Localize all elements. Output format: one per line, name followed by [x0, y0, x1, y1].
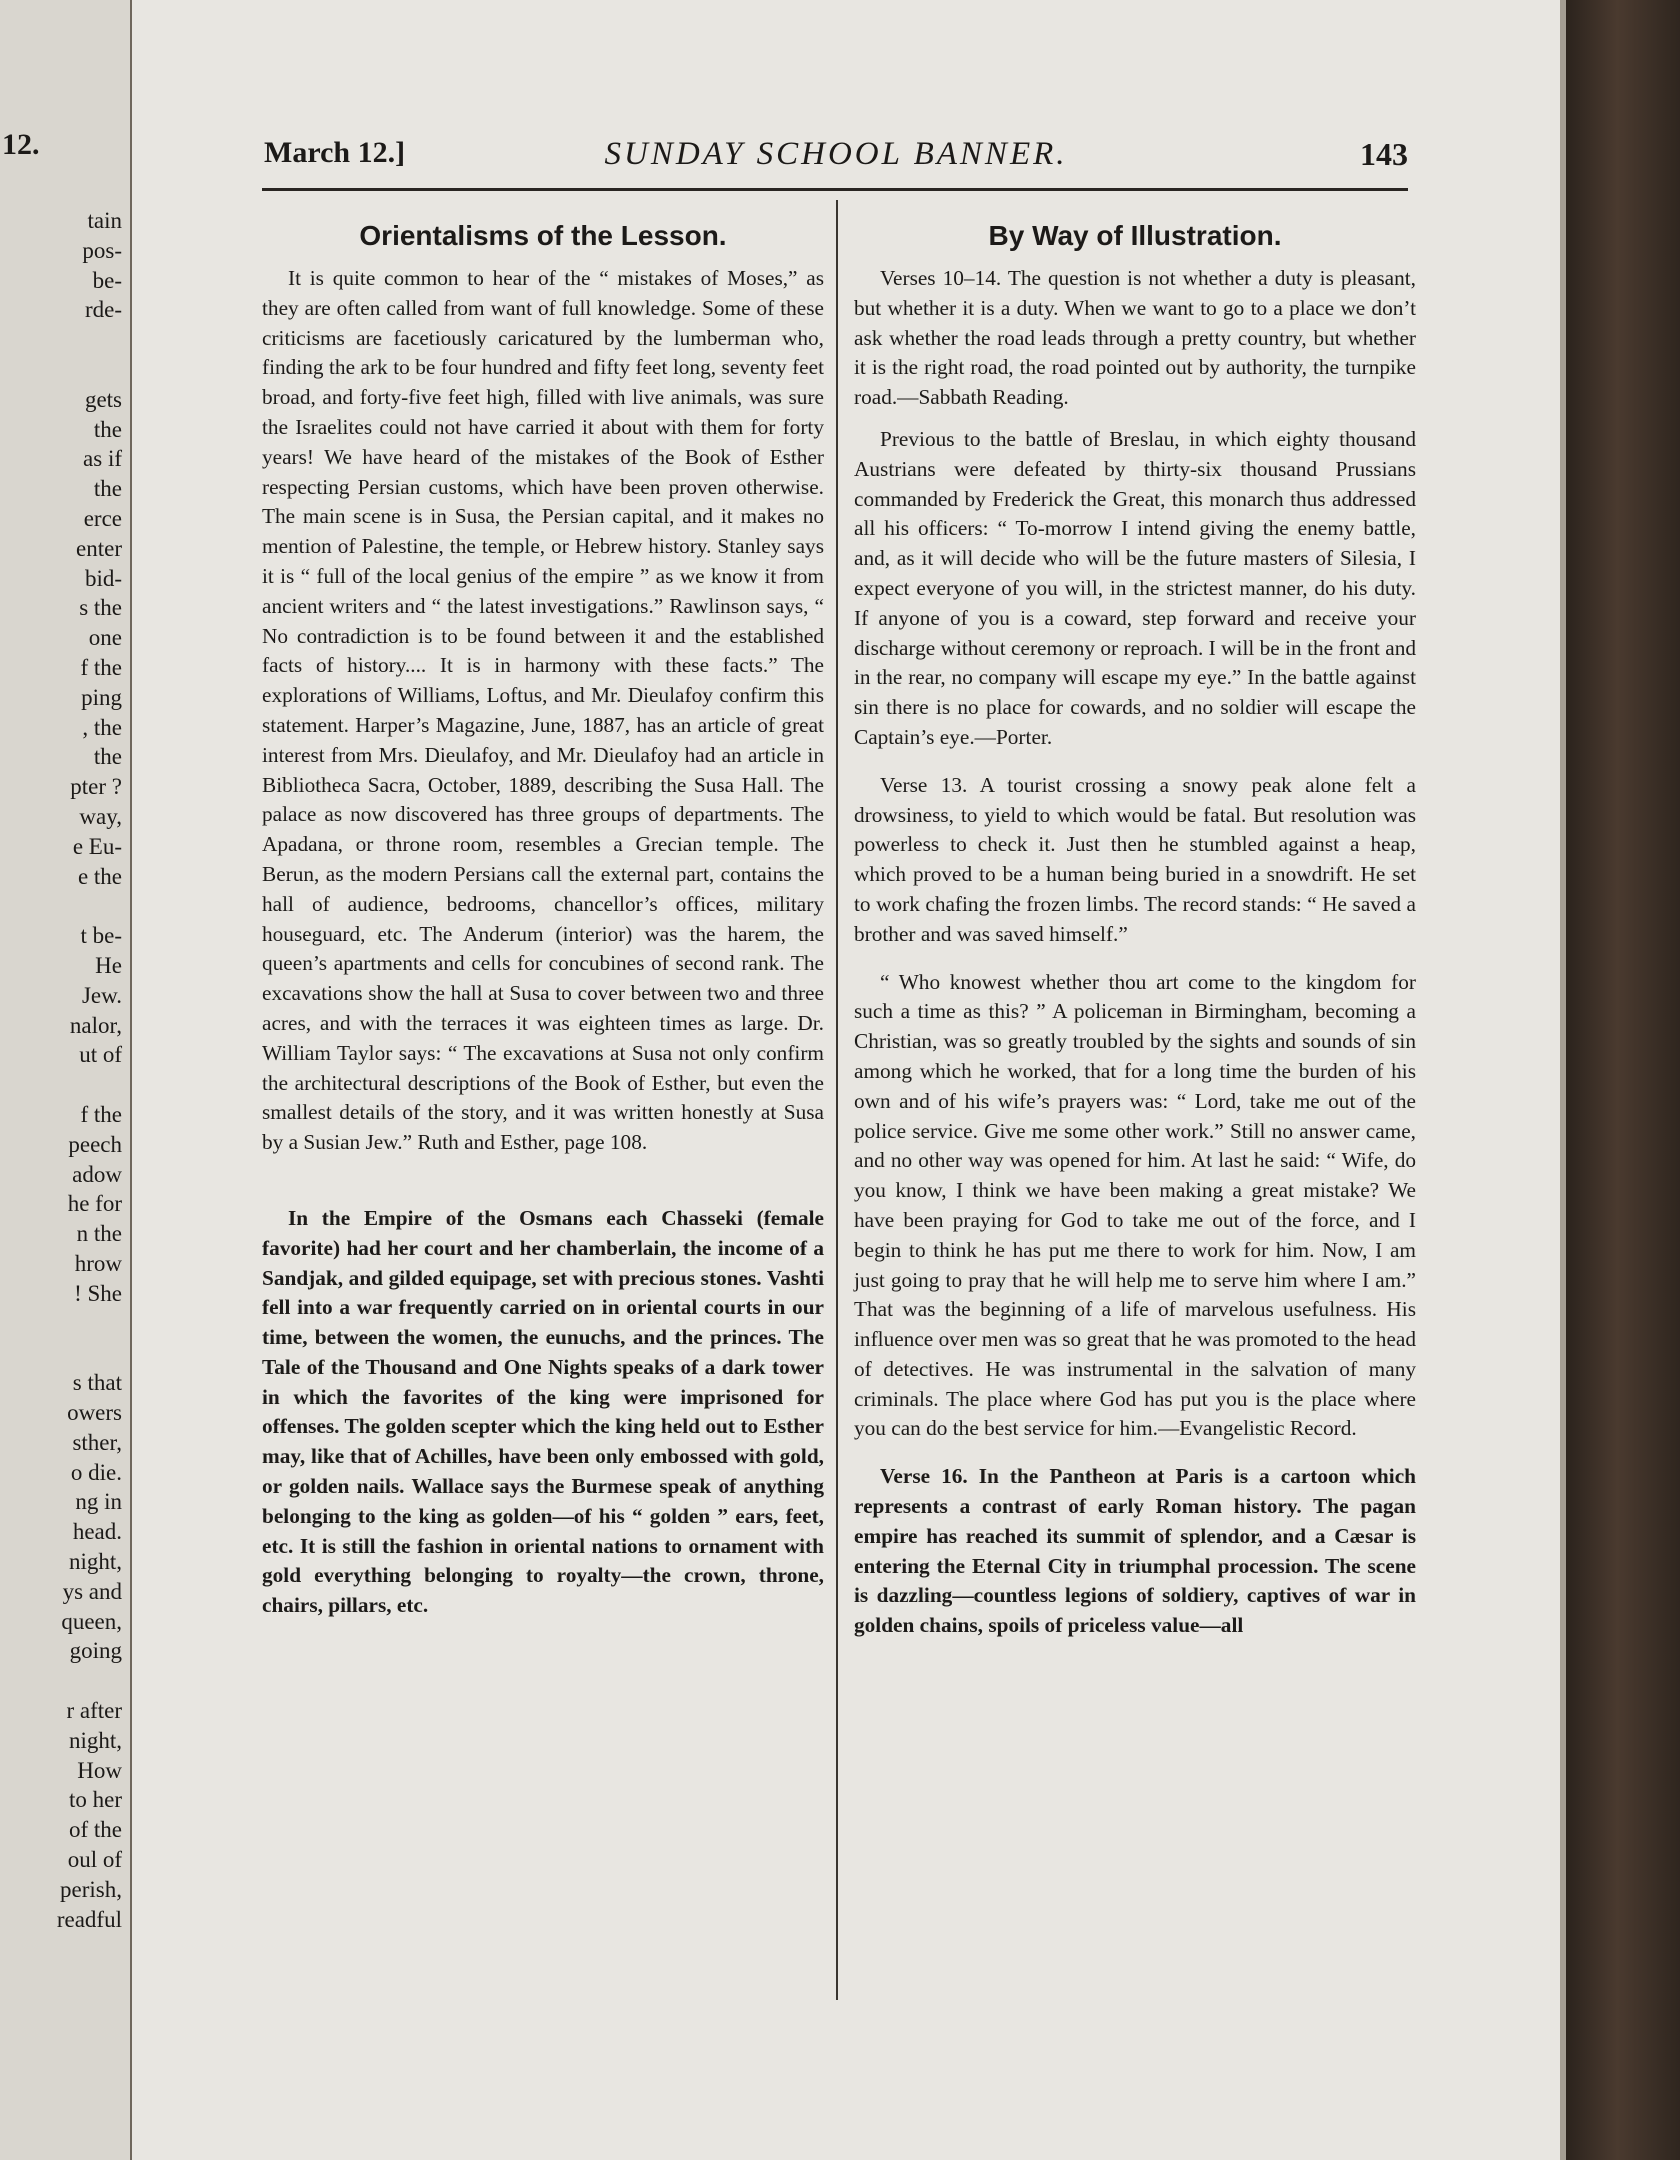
previous-page-number: 12.: [2, 128, 40, 161]
previous-page-line: oul of: [67, 1847, 122, 1872]
previous-page-line: sther,: [72, 1429, 122, 1455]
previous-page-line: r after: [66, 1698, 122, 1723]
previous-page-line: way,: [79, 804, 122, 829]
previous-page-line: ut of: [79, 1042, 122, 1068]
page-number: 143: [1360, 136, 1408, 172]
previous-page-line: one: [88, 625, 122, 651]
right-column: [854, 218, 1416, 1653]
previous-page-line: of the: [68, 1817, 122, 1843]
running-header: [264, 136, 1408, 176]
illustration-paragraph: “ Who knowest whether thou art come to the kingdom for such a time as this? ” A policeman in Birmingham, becoming a Christian, was so greatly troubled by the sights and sounds of sin among which he worked, that for a long time the burden of his own and of his wife’s prayers was: “ Lord, take me out of the police service. Give me some other work.” Still no answer came, and no other way was opened for him. At last he said: “ Wife, do you know, I think we have been making a great mistake? We have been praying for God to take me out of the force, and I begin to think he has put me there to work for him. Now, I am just going to pray that he will help me to serve him where I am.” That was the beginning of a life of marvelous usefulness. His influence over men was so great that he was promoted to the head of detectives. He was instrumental in the salvation of many criminals. The place where God has put you is the place where you can do the best service for him.—Evangelistic Record.: [854, 969, 1416, 1441]
previous-page-line: ! She: [74, 1280, 122, 1306]
previous-page-line: peech: [68, 1131, 122, 1157]
previous-page-line: He: [95, 953, 122, 978]
previous-page-line: hrow: [74, 1251, 122, 1276]
previous-page-line: as if: [83, 446, 122, 472]
previous-page-line: readful: [56, 1906, 122, 1932]
previous-page-line: ng in: [75, 1489, 122, 1515]
previous-page-line: erce: [83, 506, 122, 531]
previous-page-line: o die.: [70, 1459, 122, 1485]
previous-page-line: the: [93, 476, 122, 502]
previous-page-line: queen,: [61, 1608, 122, 1634]
previous-page-line: e the: [77, 863, 122, 889]
right-column-title: By Way of Illustration.: [988, 220, 1282, 251]
previous-page-line: rde-: [84, 297, 122, 323]
illustration-paragraph: Verses 10–14. The question is not whether a duty is pleasant, but whether it is a duty. When we want to go to a place we don’t ask whether the road leads through a pretty country, but whether it is the right road, the road pointed out by authority, the turnpike road.—Sabbath Reading.: [854, 266, 1416, 410]
previous-page-line: ys and: [62, 1578, 122, 1604]
previous-page-line: night,: [68, 1549, 122, 1574]
previous-page-line: to her: [68, 1787, 122, 1813]
left-column-title: Orientalisms of the Lesson.: [359, 220, 727, 251]
previous-page-line: s the: [79, 595, 122, 621]
header-rule: [262, 188, 1408, 191]
column-divider: [836, 200, 838, 2000]
previous-page-line: e Eu-: [72, 833, 122, 859]
previous-page-line: the: [93, 416, 122, 442]
previous-page-line: f the: [80, 1102, 122, 1127]
previous-page-line: How: [77, 1757, 122, 1783]
previous-page-edge: [0, 0, 132, 2160]
previous-page-line: pter ?: [70, 774, 122, 800]
previous-page-line: s that: [72, 1370, 122, 1396]
previous-page-line: enter: [76, 535, 122, 561]
header-date: March 12.]: [264, 136, 406, 169]
previous-page-line: be-: [92, 267, 122, 293]
previous-page-line: Jew.: [81, 982, 122, 1008]
previous-page-line: tain: [87, 208, 122, 233]
article-paragraph: In the Empire of the Osmans each Chasseki (female favorite) had her court and her chamberlain, the income of a Sandjak, and gilded equipage, set with precious stones. Vashti fell into a war frequently carried on in oriental courts in our time, between the women, the eunuchs, and the princes. The Tale of the Thousand and One Nights speaks of a dark tower in which the favorites of the king were imprisoned for offenses. The golden scepter which the king held out to Esther may, like that of Achilles, have been only embossed with gold, or golden nails. Wallace says the Burmese speak of anything belonging to the king as golden—of his “ golden ” ears, feet, etc. It is still the fashion in oriental nations to ornament with gold everything belonging to royalty—the crown, throne, chairs, pillars, etc.: [262, 1205, 824, 1618]
book-spine: [1566, 0, 1680, 2160]
previous-page-line: nalor,: [69, 1012, 122, 1038]
previous-page-line: f the: [80, 655, 122, 680]
header-publication-title: SUNDAY SCHOOL BANNER.: [604, 136, 1068, 172]
previous-page-line: bid-: [84, 565, 122, 591]
previous-page-line: gets: [84, 386, 122, 412]
previous-page-line: the: [93, 744, 122, 770]
illustration-paragraph: Previous to the battle of Breslau, in which eighty thousand Austrians were defeated by thirty-six thousand Prussians commanded by Frederick the Great, this monarch thus addressed all his officers: “ To-morrow I intend giving the enemy battle, and, as it will decide who will be the future masters of Silesia, I expect everyone of you will, in the strictest manner, do his duty. If anyone of you is a coward, step forward and receive your discharge without ceremony or reproach. I will be in the front and in the rear, no company will escape my eye.” In the battle against sin there is no place for cowards, and no soldier will escape the Captain’s eye.—Porter.: [854, 426, 1416, 749]
left-column: [262, 218, 824, 1633]
previous-page-line: pos-: [82, 237, 122, 263]
previous-page-line: perish,: [60, 1876, 122, 1902]
previous-page-line: t be-: [80, 923, 122, 949]
previous-page-line: n the: [76, 1221, 122, 1247]
previous-page-line: he for: [67, 1191, 122, 1217]
previous-page-line: night,: [68, 1727, 122, 1753]
previous-page-line: owers: [67, 1400, 122, 1425]
illustration-paragraph: Verse 16. In the Pantheon at Paris is a cartoon which represents a contrast of early Roman history. The pagan empire has reached its summit of splendor, and a Cæsar is entering the Eternal City in triumphal procession. The scene is dazzling—countless legions of soldiery, captives of war in golden chains, spoils of priceless value—all: [854, 1464, 1416, 1638]
previous-page-line: ping: [81, 684, 122, 710]
previous-page-line: adow: [72, 1161, 122, 1187]
previous-page-line: head.: [72, 1519, 122, 1545]
illustration-paragraph: Verse 13. A tourist crossing a snowy peak alone felt a drowsiness, to yield to which would be fatal. But resolution was powerless to check it. Just then he stumbled against a heap, which proved to be a human being buried in a snowdrift. He set to work chafing the frozen limbs. The record stands: “ He saved a brother and was saved himself.”: [854, 772, 1416, 946]
article-paragraph: It is quite common to hear of the “ mistakes of Moses,” as they are often called from want of full knowledge. Some of these criticisms are facetiously caricatured by the lumberman who, finding the ark to be four hundred and fifty feet long, seventy feet broad, and forty-five feet high, filled with live animals, was sure the Israelites could not have carried it about with them for forty years! We have heard of the mistakes of the Book of Esther respecting Persian customs, which have been proven otherwise. The main scene is in Susa, the Persian capital, and it makes no mention of Palestine, the temple, or Hebrew history. Stanley says it is “ full of the local genius of the empire ” as we know it from ancient writers and “ the latest investigations.” Rawlinson says, “ No contradiction is to be found between it and the established facts of history.... It is in harmony with these facts.” The explorations of Williams, Loftus, and Mr. Dieulafoy confirm this statement. Harper’s Magazine, June, 1887, has an article of great interest from Mrs. Dieulafoy, and Mr. Dieulafoy had an article in Bibliotheca Sacra, October, 1889, describing the Susa Hall. The palace as now discovered has three groups of departments. The Apadana, or throne room, resembles a Grecian temple. The Berun, as the modern Persians call the external part, contains the hall of audience, bedrooms, chancellor’s offices, military houseguard, etc. The Anderum (interior) was the harem, the queen’s apartments and cells for concubines of second rank. The excavations show the hall at Susa to cover between two and three acres, and with the terraces it was eighteen times as large. Dr. William Taylor says: “ The excavations at Susa not only confirm the architectural descriptions of the Book of Esther, but even the smallest details of the story, and it was written honestly at Susa by a Susian Jew.” Ruth and Esther, page 108.: [262, 266, 824, 1155]
previous-page-line: , the: [82, 714, 122, 740]
previous-page-line: going: [69, 1638, 122, 1664]
